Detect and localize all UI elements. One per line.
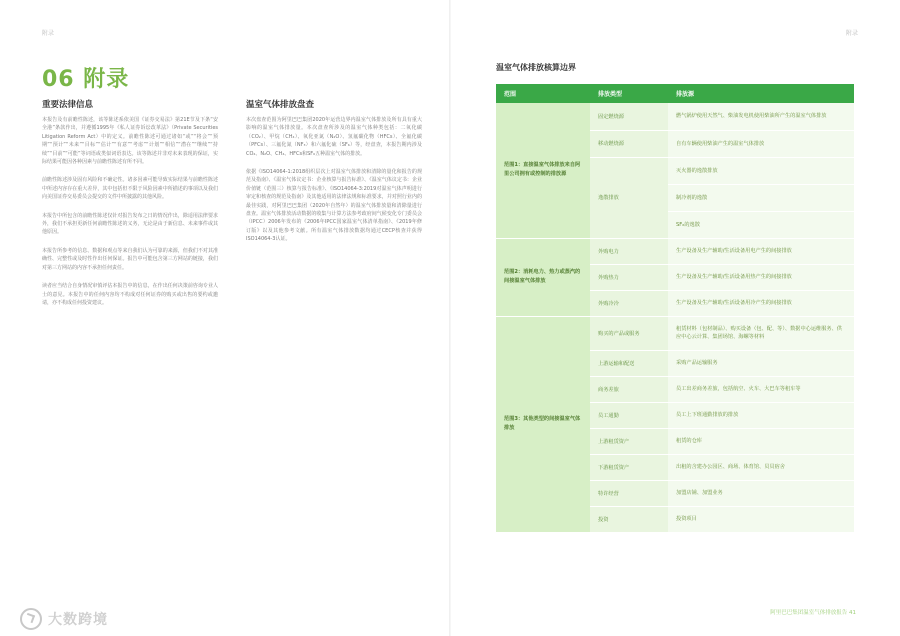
chapter-title — [42, 62, 129, 93]
chapter-name: 附录 — [83, 67, 130, 92]
legal-info-column — [42, 98, 218, 317]
legal-paragraph: 本报告中所包含的前瞻性陈述仅针对报告发布之日的情况作出，除适用法律要求外，我们不承担更新任何前瞻性陈述的义务，无论是由于新信息、未来事件或其他原因。 — [42, 212, 218, 236]
type-cell: 外购热力 — [590, 264, 668, 290]
type-cell: 下游租赁资产 — [590, 454, 668, 480]
logo-icon — [20, 608, 42, 630]
scope3-label: 范围3：其他类型的间接温室气体排放 — [496, 316, 590, 532]
legal-paragraph: 本报告所参考的信息、数据和观点等来自我们认为可靠的来源，但我们不对其准确性、完整性或及时性作出任何保证。报告中可能包含第三方网站的链接，我们对第三方网站的内容不承担任何责任。 — [42, 247, 218, 271]
header-type: 排放类型 — [590, 84, 668, 103]
type-cell: 外购电力 — [590, 238, 668, 264]
source-cell: 制冷剂的逸散 — [668, 184, 854, 211]
source-cell: 生产设备及生产辅助/生活设备用热产生的间接排放 — [668, 264, 854, 290]
type-cell: 固定燃烧源 — [590, 103, 668, 130]
ghg-paragraph: 依据《ISO14064-1:2018组织层次上对温室气体排放和清除的量化和报告的规范及指南》、《温室气体议定书：企业核算与报告标准》、《温室气体议定书：企业价值链（范围三）核算与报告标准》、《ISO14064-3:2019对温室气体声明进行审定和核查的规范及指南》及其他适用的法律法规和标准要求，并对照行业内的最佳实践，对阿里巴巴集团（2020年自然年）的温室气体排放量和清除量进行盘查。温室气体排放活动数据的收集与计算方法参考政府间气候变化专门委员会（IPCC）2006年发布的《2006年IPCC国家温室气体清单指南》、《2019年修订版》以及其他参考文献。所有温室气体排放数据均通过CECP核查并获得ISO14064-3认证。 — [246, 169, 422, 243]
legal-paragraph: 前瞻性陈述涉及固有风险和不确定性。诸多因素可能导致实际结果与前瞻性陈述中所述内容存在重大差异，其中包括但不限于风险因素中所描述的事项以及我们向美国证券交易委员会提交的文件中所披露的其他风险。 — [42, 177, 218, 201]
table-row — [496, 316, 854, 350]
ghg-inventory-heading: 温室气体排放盘查 — [246, 100, 315, 110]
type-cell: 购买的产品或服务 — [590, 316, 668, 350]
source-cell: 灭火器的逸散排放 — [668, 157, 854, 184]
type-cell: 上游租赁资产 — [590, 428, 668, 454]
scope1-label: 范围1：直接温室气体排放来自阿里公司拥有或控制的排放源 — [496, 103, 590, 238]
source-cell: 投资项目 — [668, 506, 854, 532]
source-cell: 自有车辆使用柴油产生的温室气体排放 — [668, 130, 854, 157]
logo-text: 大数跨境 — [48, 612, 108, 628]
source-cell: 加盟店铺、加盟业务 — [668, 480, 854, 506]
running-head-left: 附录 — [42, 30, 55, 37]
source-cell: 租赁的仓库 — [668, 428, 854, 454]
legal-paragraph: 读者应当结合自身情况审慎评估本报告中的信息，在作出任何决策前咨询专业人士的意见。本报告中的任何内容均不构成对任何证券的购买或出售的要约或邀请，亦不构成任何投资建议。 — [42, 283, 218, 306]
ghg-paragraph: 本次盘查范围为阿里巴巴集团2020年运营边界内温室气体排放及所有具有重大影响的温室气体排放量。本次盘查所涉及的温室气体种类包括：二氧化碳（CO₂）、甲烷（CH₄）、氧化亚氮（N₂O）、氢氟碳化物（HFCs）、全氟化碳（PFCs）、三氟化氮（NF₃）和六氟化硫（SF₆）等，经盘查，本报告期内涉及CO₂、N₂O、CH₄、HFCs和SF₆五种温室气体的排放。 — [246, 117, 422, 157]
source-cell: 出租的含建办公园区、商场、体育馆、员员宿舍 — [668, 454, 854, 480]
watermark-logo — [20, 608, 108, 630]
type-cell: 逸散排放 — [590, 157, 668, 238]
page-footer: 阿里巴巴集团温室气体排放报告 41 — [770, 610, 856, 616]
type-cell: 投资 — [590, 506, 668, 532]
table-header-row — [496, 84, 854, 103]
source-cell: 生产设备及生产辅助/生活设备用冷产生的间接排放 — [668, 290, 854, 316]
type-cell: 商务差旅 — [590, 376, 668, 402]
legal-paragraph: 本报告及有前瞻性陈述，该等陈述系依美国《证券交易法》第21E节及下条“安全港”条款作出，并遵循1995年《私人证券诉讼改革法》（Private Securities Litigation Reform Act）中的定义。前瞻性陈述可通过诸如“或”“将会”“预期”“预计”“未来”“目标”“估计”“有意”“考虑”“计划”“相信”“潜在”“继续”“持续”“目前”“可能”等词语或类似词语表达。该等陈述并非对未来表现的保证，实际结果可能因各种因素与前瞻性陈述有所不同。 — [42, 117, 218, 166]
ghg-inventory-column — [246, 98, 422, 254]
source-cell: 员工上下班通勤排放的排放 — [668, 402, 854, 428]
table-row — [496, 103, 854, 130]
source-cell: 员工出差商务差旅，包括航空、火车、大巴车等租车等 — [668, 376, 854, 402]
source-cell: 租赁材料（包材制品）、购买设备（包、配、等）、数据中心运维服务、供应中心云计算、集团场馆、海螺等材料 — [668, 316, 854, 350]
legal-info-heading: 重要法律信息 — [42, 100, 94, 110]
type-cell: 外购冷冷 — [590, 290, 668, 316]
source-cell: 燃气锅炉使用天然气、柴油发电机使用柴油所产生的温室气体排放 — [668, 103, 854, 130]
type-cell: 上游运输和配送 — [590, 350, 668, 376]
running-head-right: 附录 — [845, 30, 858, 37]
chapter-number: 06 — [42, 67, 75, 92]
boundary-table — [496, 84, 854, 533]
table-row — [496, 238, 854, 264]
right-page — [450, 0, 900, 636]
header-source: 排放源 — [668, 84, 854, 103]
type-cell: 特许经营 — [590, 480, 668, 506]
type-cell: 移动燃烧源 — [590, 130, 668, 157]
scope2-label: 范围2：消耗电力、热力或蒸汽的间接温室气体排放 — [496, 238, 590, 316]
header-scope: 范围 — [496, 84, 590, 103]
source-cell: SF₆的逸散 — [668, 211, 854, 238]
type-cell: 员工通勤 — [590, 402, 668, 428]
table-title: 温室气体排放核算边界 — [496, 63, 576, 72]
source-cell: 生产设备及生产辅助/生活设备用电产生的间接排放 — [668, 238, 854, 264]
source-cell: 采购产品运输服务 — [668, 350, 854, 376]
